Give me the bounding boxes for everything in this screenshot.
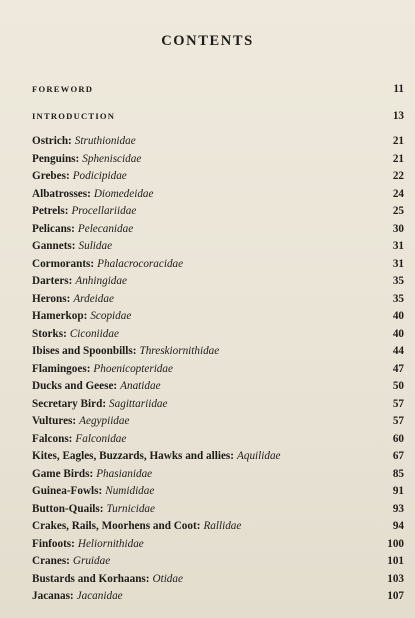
page-number: 31	[392, 257, 404, 270]
bird-group-name: Ostrich:	[32, 135, 72, 147]
family-name: Aquilidae	[237, 450, 281, 462]
toc-row	[32, 571, 404, 587]
page-number: 22	[392, 170, 404, 182]
family-name: Ardeidae	[73, 292, 114, 305]
bird-group-name: Secretary Bird:	[32, 397, 107, 410]
family-name: Numididae	[105, 485, 155, 497]
toc-row	[32, 238, 404, 254]
toc-row	[32, 361, 404, 377]
family-name: Gruidae	[72, 555, 111, 567]
family-name: Sagittariidae	[109, 397, 168, 410]
page-number: 107	[387, 590, 404, 602]
page-number: 103	[387, 572, 404, 585]
family-name: Phoenicopteridae	[93, 362, 173, 375]
bird-group-name: Gannets:	[32, 240, 76, 252]
family-name: Scopidae	[90, 310, 132, 322]
family-name: Phasianidae	[96, 467, 153, 480]
toc-row	[32, 168, 404, 184]
page-number: 101	[387, 555, 404, 567]
family-name: Anatidae	[120, 380, 161, 392]
family-name: Diomedeidae	[93, 187, 154, 200]
toc-row	[32, 343, 404, 359]
toc-row	[32, 308, 404, 324]
family-name: Ciconiidae	[69, 327, 119, 340]
bird-group-name: Kites, Eagles, Buzzards, Hawks and allies:	[32, 450, 235, 462]
toc-row	[32, 273, 404, 289]
bird-group-name: Falcons:	[32, 432, 73, 445]
section-title: INTRODUCTION	[32, 111, 116, 121]
toc-row	[32, 326, 404, 342]
page-number: 44	[392, 345, 404, 357]
family-name: Otidae	[152, 572, 183, 585]
toc-row	[32, 431, 404, 447]
page-number: 67	[392, 450, 404, 462]
page-number: 93	[392, 502, 404, 515]
bird-group-name: Herons:	[32, 292, 71, 305]
family-name: Anhingidae	[75, 275, 127, 287]
page-number: 30	[392, 222, 404, 235]
page-number: 24	[392, 187, 404, 200]
page-number: 57	[392, 415, 404, 427]
family-name: Procellariidae	[71, 205, 137, 217]
toc-row	[32, 378, 404, 394]
bird-group-name: Penguins:	[32, 152, 80, 165]
bird-group-name: Game Birds:	[32, 467, 94, 480]
page-number: 91	[392, 485, 404, 497]
bird-group-name: Flamingoes:	[32, 362, 91, 375]
page-number: 11	[393, 83, 404, 95]
page-number: 47	[392, 362, 404, 375]
bird-group-name: Pelicans:	[32, 222, 75, 235]
page-number: 21	[392, 135, 404, 147]
family-name: Spheniscidae	[82, 152, 142, 165]
toc-row	[32, 81, 404, 97]
toc-row	[32, 413, 404, 429]
bird-group-name: Jacanas:	[32, 590, 74, 602]
toc-row	[32, 466, 404, 482]
family-name: Threskiornithidae	[139, 345, 220, 357]
bird-group-name: Bustards and Korhaans:	[32, 572, 150, 585]
page-number: 35	[392, 275, 404, 287]
toc-row	[32, 501, 404, 517]
bird-group-name: Button-Quails:	[32, 502, 104, 515]
toc-row	[32, 291, 404, 307]
toc-row	[32, 108, 404, 124]
page-number: 57	[392, 397, 404, 410]
family-name: Sulidae	[78, 240, 113, 252]
family-name: Pelecanidae	[77, 222, 134, 235]
bird-group-name: Ibises and Spoonbills:	[32, 345, 137, 357]
toc-row	[32, 186, 404, 202]
bird-group-name: Grebes:	[32, 170, 70, 182]
family-name: Falconidae	[75, 432, 127, 445]
toc-row	[32, 221, 404, 237]
bird-group-name: Hamerkop:	[32, 310, 88, 322]
page-number: 21	[392, 152, 404, 165]
bird-group-name: Albatrosses:	[32, 187, 91, 200]
toc-row	[32, 203, 404, 219]
page-number: 35	[392, 292, 404, 305]
page-number: 25	[392, 205, 404, 217]
family-name: Rallidae	[203, 520, 242, 532]
toc-row	[32, 588, 404, 604]
family-name: Heliornithidae	[77, 537, 144, 550]
family-name: Phalacrocoracidae	[97, 257, 184, 270]
page-number: 40	[392, 310, 404, 322]
family-name: Jacanidae	[76, 590, 123, 602]
toc-row	[32, 396, 404, 412]
toc-row	[32, 536, 404, 552]
family-name: Aegypiidae	[79, 415, 130, 427]
page-number: 94	[392, 520, 404, 532]
family-name: Struthionidae	[74, 135, 136, 147]
bird-group-name: Finfoots:	[32, 537, 75, 550]
bird-group-name: Storks:	[32, 327, 67, 340]
family-name: Podicipidae	[72, 170, 127, 182]
page-title: CONTENTS	[161, 33, 254, 49]
bird-group-name: Cormorants:	[32, 257, 95, 270]
page-number: 85	[392, 467, 404, 480]
bird-group-name: Petrels:	[32, 205, 69, 217]
page-number: 50	[392, 380, 404, 392]
toc-row	[32, 133, 404, 149]
page-number: 100	[387, 537, 404, 550]
bird-group-name: Ducks and Geese:	[32, 380, 118, 392]
page-number: 60	[392, 432, 404, 445]
bird-group-name: Vultures:	[32, 415, 77, 427]
toc-row	[32, 151, 404, 167]
section-title: FOREWORD	[32, 84, 94, 94]
toc-row	[32, 256, 404, 272]
page-number: 40	[392, 327, 404, 340]
bird-group-name: Cranes:	[32, 555, 70, 567]
page-number: 13	[392, 110, 404, 122]
toc-row	[32, 553, 404, 569]
toc-row	[32, 483, 404, 499]
toc-row	[32, 448, 404, 464]
bird-group-name: Guinea-Fowls:	[32, 485, 103, 497]
bird-group-name: Crakes, Rails, Moorhens and Coot:	[32, 520, 201, 532]
toc-row	[32, 518, 404, 534]
page-number: 31	[392, 240, 404, 252]
bird-group-name: Darters:	[32, 275, 73, 287]
family-name: Turnicidae	[106, 502, 155, 515]
